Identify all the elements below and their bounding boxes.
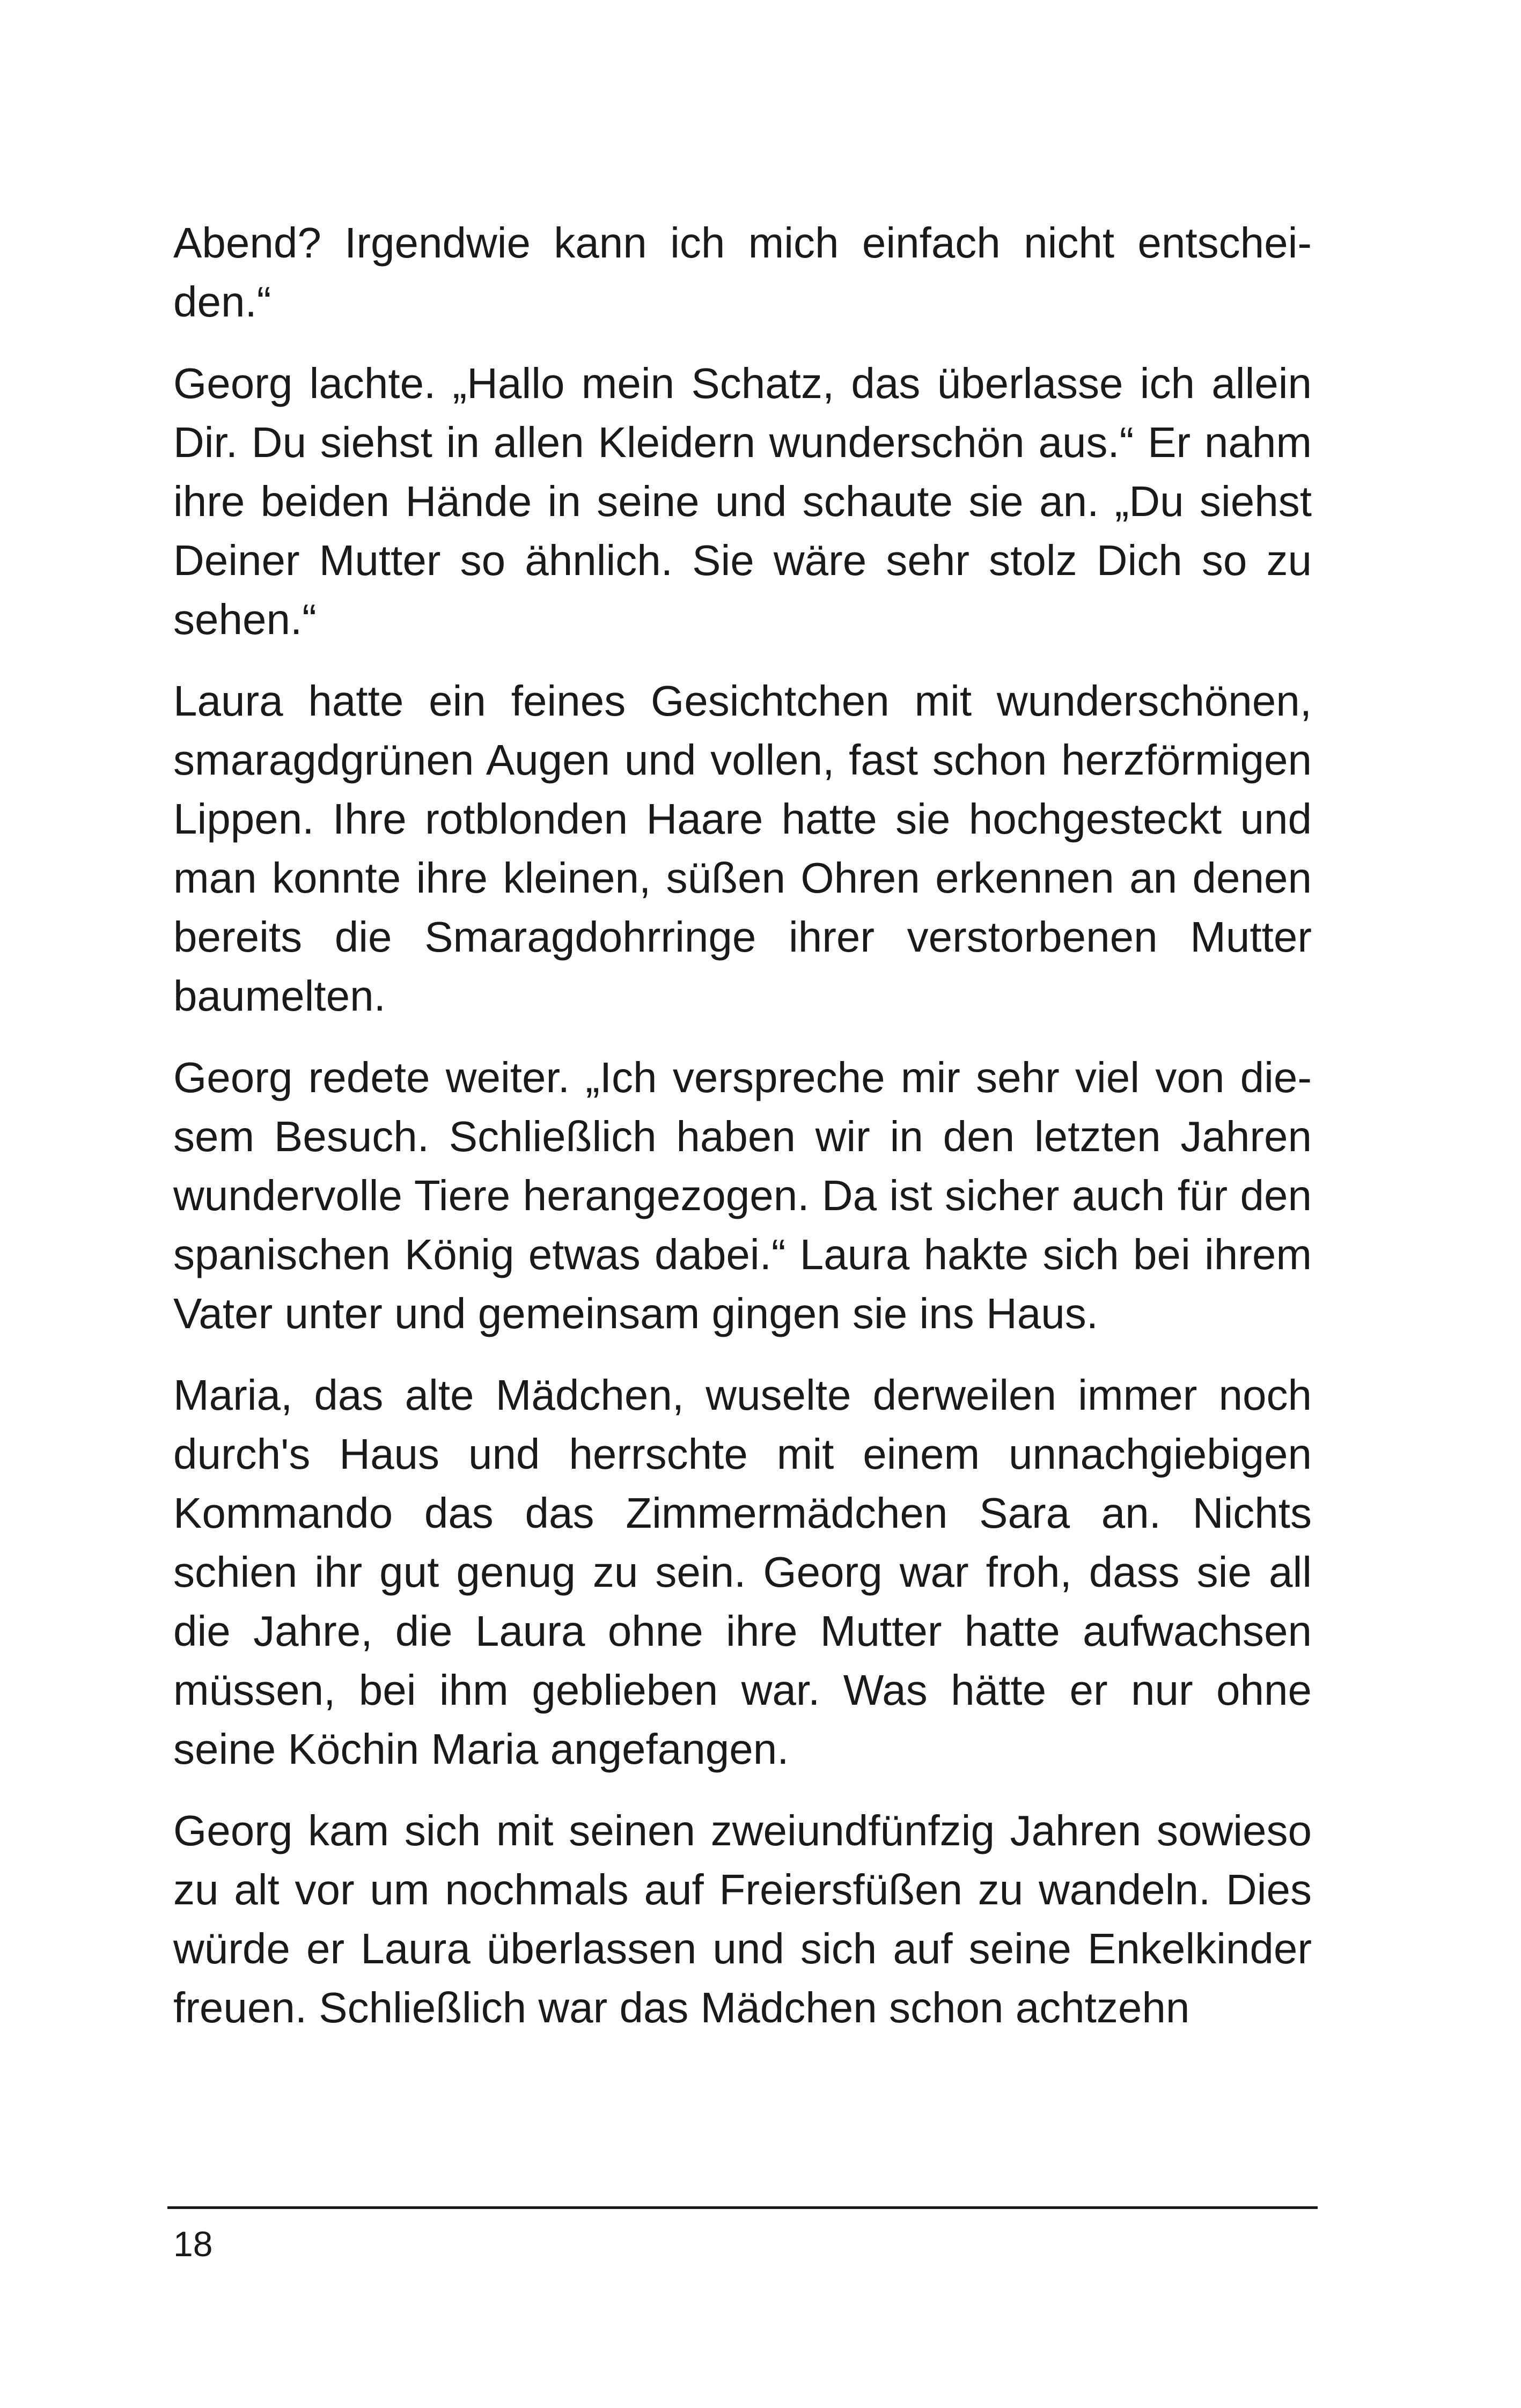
paragraph-4: Georg redete weiter. „Ich verspreche mir sehr viel von diesem Besuch. Schließlich haben wir in den letzten Jahren wundervolle Tiere herangezogen. Da ist sicher auch für den spanischen König etwas dabei.“ Laura hakte sich bei ihrem Vater unter und gemeinsam gingen sie ins Haus. [173, 1054, 1312, 1337]
paragraph-1: Abend? Irgendwie kann ich mich einfach nicht entscheiden.“ [173, 219, 1312, 326]
footer-divider [167, 2206, 1318, 2209]
paragraph-6: Georg kam sich mit seinen zweiundfünfzig Jahren sowieso zu alt vor um nochmals auf Freiersfüßen zu wandeln. Dies würde er Laura überlassen und sich auf seine Enkelkinder freuen. Schließlich war das Mädchen schon achtzehn [173, 1807, 1312, 2031]
paragraph-5: Maria, das alte Mädchen, wuselte derweilen immer noch durch's Haus und herrschte mit einem unnachgiebigen Kommando das das Zimmermädchen Sara an. Nichts schien ihr gut genug zu sein. Georg war froh, dass sie all die Jahre, die Laura ohne ihre Mutter hatte aufwachsen müssen, bei ihm geblieben war. Was hätte er nur ohne seine Köchin Maria angefangen. [173, 1371, 1312, 1773]
paragraph-3: Laura hatte ein feines Gesichtchen mit wunderschönen, smaragdgrünen Augen und vollen, fast schon herzförmigen Lippen. Ihre rotblonden Haare hatte sie hochgesteckt und man konnte ihre kleinen, süßen Ohren erkennen an denen bereits die Smaragdohrringe ihrer verstorbenen Mutter baumelten. [173, 677, 1312, 1020]
page-number: 18 [173, 2224, 213, 2264]
paragraph-2: Georg lachte. „Hallo mein Schatz, das überlasse ich allein Dir. Du siehst in allen Kleidern wunderschön aus.“ Er nahm ihre beiden Hände in seine und schaute sie an. „Du siehst Deiner Mutter so ähnlich. Sie wäre sehr stolz Dich so zu sehen.“ [173, 359, 1312, 643]
body-text [173, 213, 1312, 2037]
